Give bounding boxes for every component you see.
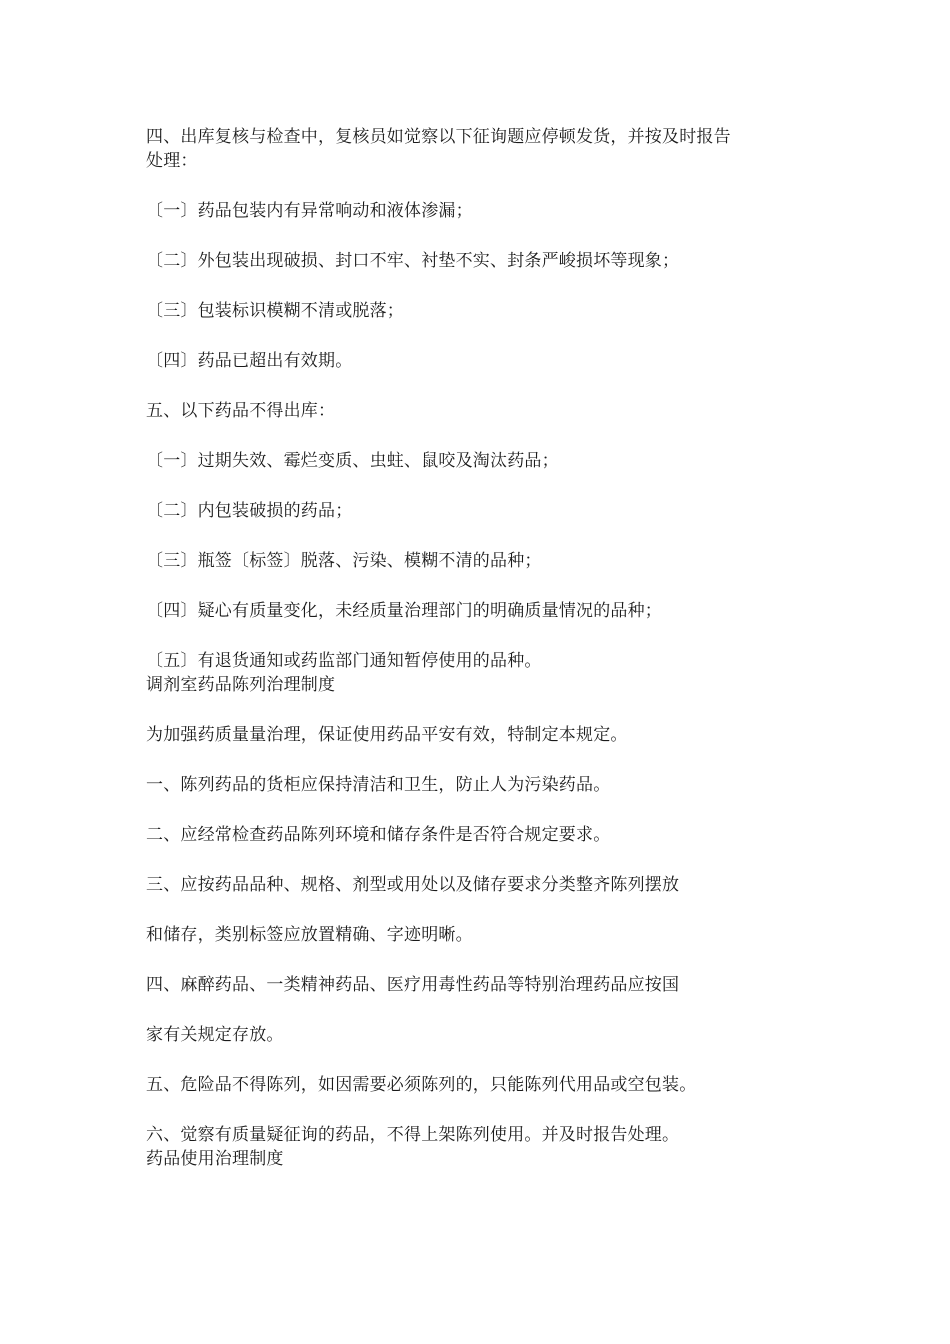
dispensary-display-title: 调剂室药品陈列治理制度 [146,675,336,695]
dispensary-display-intro: 为加强药质量量治理，保证使用药品平安有效，特制定本规定。 [146,725,628,745]
section-four-item-4: 〔四〕药品已超出有效期。 [146,351,353,371]
section-four-item-3: 〔三〕包装标识模糊不清或脱落； [146,301,404,321]
dispensary-clause-6: 六、觉察有质量疑征询的药品，不得上架陈列使用。并及时报告处理。 [146,1125,680,1145]
section-five-item-5: 〔五〕有退货通知或药监部门通知暂停使用的品种。 [146,651,542,671]
dispensary-clause-5: 五、危险品不得陈列，如因需要必须陈列的，只能陈列代用品或空包装。 [146,1075,697,1095]
dispensary-clause-3-line-2: 和储存，类别标签应放置精确、字迹明晰。 [146,925,473,945]
dispensary-clause-3-line-1: 三、应按药品品种、规格、剂型或用处以及储存要求分类整齐陈列摆放 [146,875,680,895]
dispensary-clause-1: 一、陈列药品的货柜应保持清洁和卫生，防止人为污染药品。 [146,775,611,795]
section-four-heading-line-2: 处理： [146,151,198,171]
dispensary-clause-4-line-2: 家有关规定存放。 [146,1025,284,1045]
drug-use-title: 药品使用治理制度 [146,1149,284,1169]
section-four-heading-line-1: 四、出库复核与检查中，复核员如觉察以下征询题应停顿发货，并按及时报告 [146,127,731,147]
section-four-item-1: 〔一〕药品包装内有异常响动和液体渗漏； [146,201,473,221]
section-five-heading: 五、以下药品不得出库： [146,401,336,421]
section-four-item-2: 〔二〕外包装出现破损、封口不牢、衬垫不实、封条严峻损坏等现象； [146,251,680,271]
dispensary-clause-2: 二、应经常检查药品陈列环境和储存条件是否符合规定要求。 [146,825,611,845]
section-five-item-2: 〔二〕内包装破损的药品； [146,501,353,521]
dispensary-clause-4-line-1: 四、麻醉药品、一类精神药品、医疗用毒性药品等特别治理药品应按国 [146,975,680,995]
section-five-item-1: 〔一〕过期失效、霉烂变质、虫蛀、鼠咬及淘汰药品； [146,451,559,471]
section-five-item-4: 〔四〕疑心有质量变化，未经质量治理部门的明确质量情况的品种； [146,601,662,621]
section-five-item-3: 〔三〕瓶签〔标签〕脱落、污染、模糊不清的品种； [146,551,542,571]
